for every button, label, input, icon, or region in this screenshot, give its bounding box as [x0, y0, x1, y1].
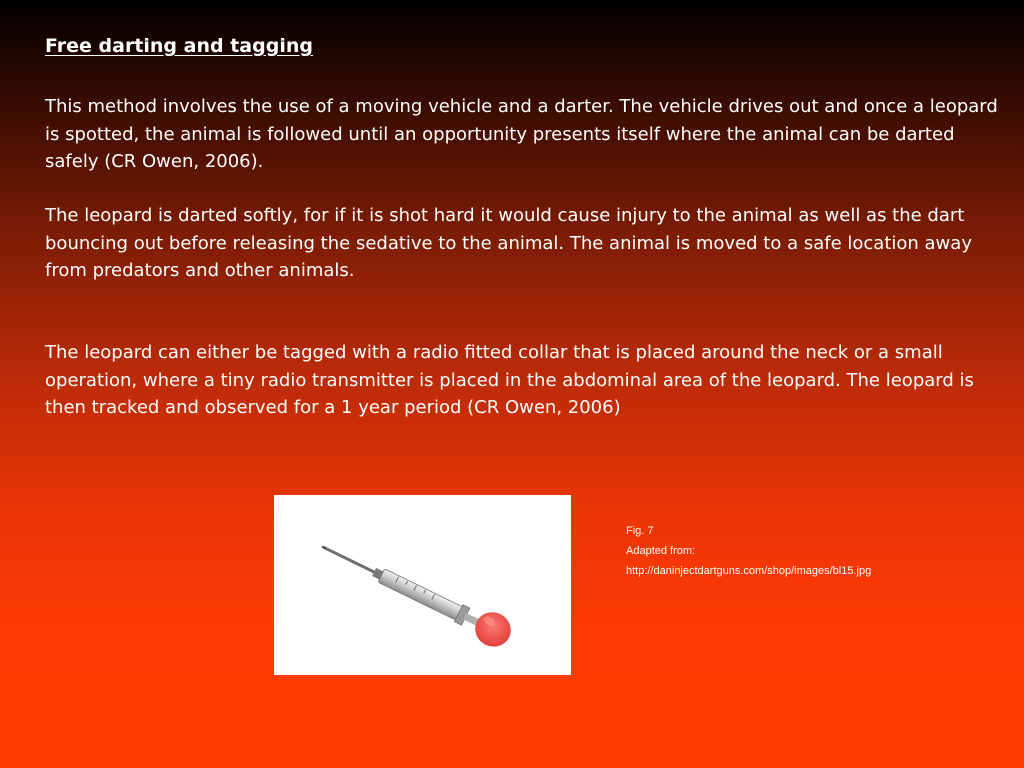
caption-label: Fig. 7 [626, 525, 654, 537]
paragraph-darting-method: This method involves the use of a moving vehicle and a darter. The vehicle drives out and once a leopard is spotted, the animal is followed until an opportunity presents itself where the animal can be darted safely (CR Owen, 2006). [45, 96, 998, 172]
dart-syringe-icon [274, 495, 571, 675]
paragraph-tagging: The leopard can either be tagged with a radio fitted collar that is placed around the neck or a small operation, where a tiny radio transmitter is placed in the abdominal area of the leopard. The leopard is then tracked and observed for a 1 year period (CR Owen, 2006) [45, 342, 974, 418]
caption-url: http://daninjectdartguns.com/shop/images/bl15.jpg [626, 565, 872, 577]
figure-caption [626, 524, 886, 584]
dart-figure [274, 495, 571, 675]
paragraph-darting-softly: The leopard is darted softly, for if it is shot hard it would cause injury to the animal as well as the dart bouncing out before releasing the sedative to the animal. The animal is moved to a safe location away from predators and other animals. [45, 205, 972, 281]
caption-source: Adapted from: [626, 545, 696, 557]
slide-title: Free darting and tagging [45, 35, 313, 57]
